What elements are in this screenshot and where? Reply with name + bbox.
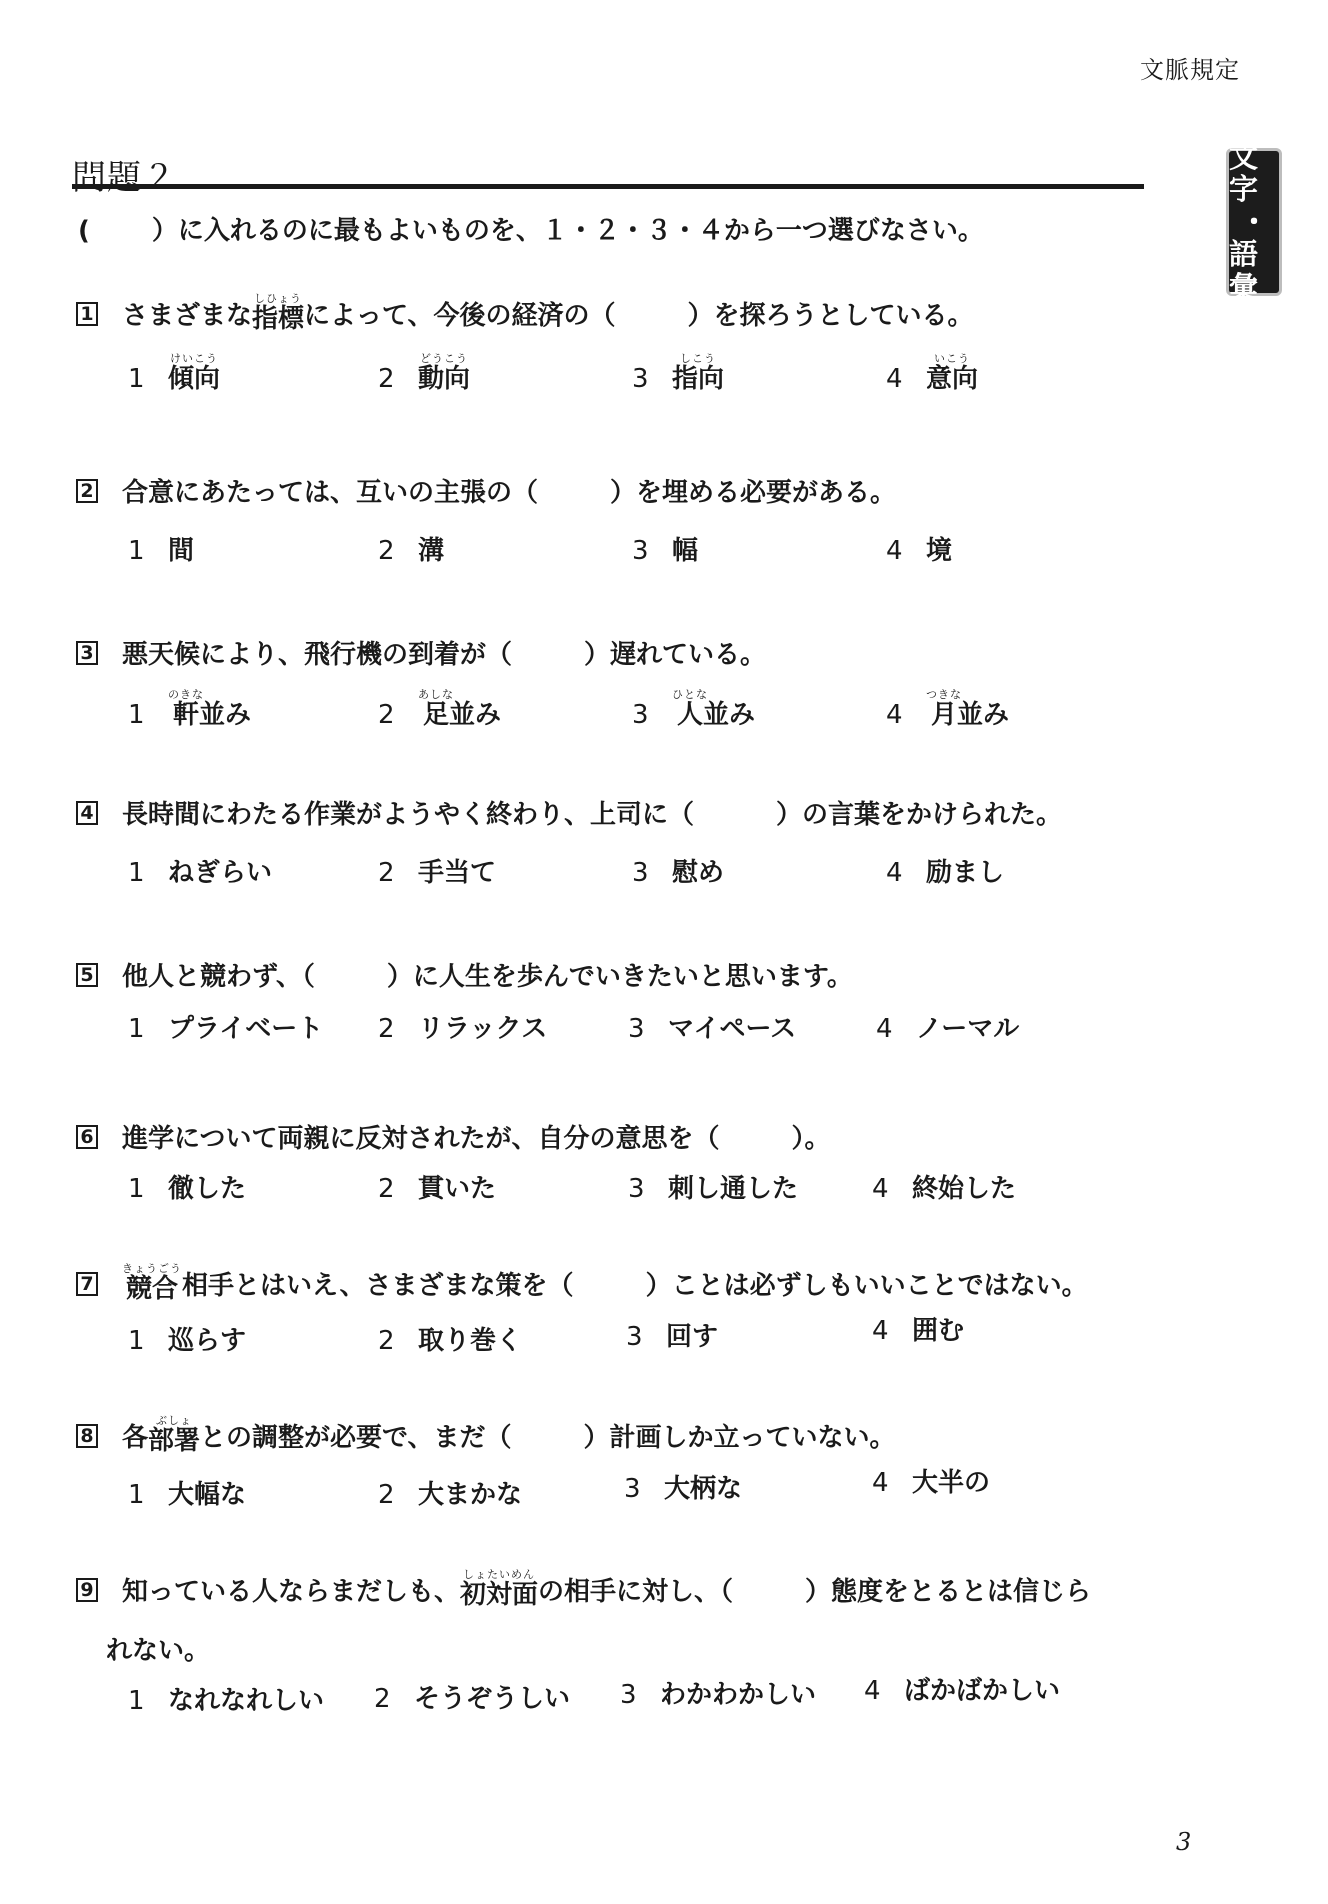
question-number: 6 xyxy=(76,1125,98,1149)
instruction-text: ）に入れるのに最もよいものを、１・２・３・４から一つ選びなさい。 xyxy=(151,216,984,246)
question-stem: 2 合意にあたっては、互いの主張の（ ）を埋める必要がある。 xyxy=(76,472,896,509)
problem-title: 問題２ xyxy=(72,158,177,198)
question-stem: 6 進学について両親に反対されたが、自分の意思を（ ）。 xyxy=(76,1118,831,1155)
title-underline xyxy=(72,184,1144,189)
option-3[interactable]: 3 幅 xyxy=(632,536,699,566)
option-3[interactable]: 3 マイペース xyxy=(628,1014,797,1044)
question-number: 5 xyxy=(76,963,98,987)
option-1[interactable]: 1 なれなれしい xyxy=(128,1686,325,1716)
side-tab-line-1: 文字 xyxy=(1229,139,1259,207)
option-4[interactable]: 4 囲む xyxy=(872,1316,965,1346)
side-tab-line-3: 語彙 xyxy=(1229,237,1259,304)
question-number: 2 xyxy=(76,479,98,503)
option-3[interactable]: 3 回す xyxy=(626,1322,719,1352)
option-1[interactable]: 1 巡らす xyxy=(128,1326,247,1356)
question-stem: 8 各 部署ぶしょ との調整が必要で、まだ（ ）計画しか立っていない。 xyxy=(76,1414,896,1457)
option-2[interactable]: 2 手当て xyxy=(378,858,497,888)
question-number: 1 xyxy=(76,302,98,326)
ruby-word: 部署ぶしょ xyxy=(148,1414,201,1456)
option-1[interactable]: 1 徹した xyxy=(128,1174,247,1204)
option-3[interactable]: 3 指向しこう xyxy=(632,352,725,394)
option-4[interactable]: 4 ばかばかしい xyxy=(864,1676,1061,1706)
question-continuation: れない。 xyxy=(106,1636,211,1666)
option-2[interactable]: 2 リラックス xyxy=(378,1014,548,1044)
option-2[interactable]: 2 そうぞうしい xyxy=(374,1684,571,1714)
option-1[interactable]: 1 大幅な xyxy=(128,1480,247,1510)
question-number: 8 xyxy=(76,1424,98,1448)
instruction xyxy=(78,210,984,247)
option-2[interactable]: 2 動向どうこう xyxy=(378,352,471,394)
option-3[interactable]: 3 わかわかしい xyxy=(620,1680,817,1710)
question-number: 4 xyxy=(76,801,98,825)
side-tab-line-2: ・ xyxy=(1239,204,1269,239)
question-number: 9 xyxy=(76,1578,98,1602)
option-2[interactable]: 2 溝 xyxy=(378,536,445,566)
option-4[interactable]: 4 境 xyxy=(886,536,953,566)
option-1[interactable]: 1 ねぎらい xyxy=(128,858,273,888)
page-number: 3 xyxy=(1176,1828,1192,1856)
side-tab xyxy=(1226,139,1282,304)
option-1[interactable]: 1 間 xyxy=(128,536,195,566)
option-2[interactable]: 2 大まかな xyxy=(378,1480,523,1510)
option-3[interactable]: 3 大柄な xyxy=(624,1474,743,1504)
option-4[interactable]: 4 ノーマル xyxy=(876,1014,1020,1044)
option-2[interactable]: 2 取り巻く xyxy=(378,1326,523,1356)
question-stem: 7 競合きょうごう 相手とはいえ、さまざまな策を（ ）ことは必ずしもいいことではない。 xyxy=(76,1262,1088,1305)
question-stem: 5 他人と競わず、（ ）に人生を歩んでいきたいと思います。 xyxy=(76,956,853,993)
option-4[interactable]: 4 大半の xyxy=(872,1468,991,1498)
option-4[interactable]: 4 月つきな並み xyxy=(886,688,1010,730)
option-2[interactable]: 2 足あしな並み xyxy=(378,688,502,730)
question-stem: 3 悪天候により、飛行機の到着が（ ）遅れている。 xyxy=(76,634,766,671)
option-3[interactable]: 3 人ひとな並み xyxy=(632,688,756,730)
question-stem: 9 知っている人ならまだしも、 初対面しょたいめん の相手に対し、（ ）態度をとるとは信じら xyxy=(76,1568,1091,1611)
option-4[interactable]: 4 終始した xyxy=(872,1174,1017,1204)
ruby-word: 指標しひょう xyxy=(252,292,305,334)
option-4[interactable]: 4 励まし xyxy=(886,858,1005,888)
question-stem: 1 さまざまな 指標しひょう によって、今後の経済の（ ）を探ろうとしている。 xyxy=(76,292,974,335)
option-1[interactable]: 1 傾向けいこう xyxy=(128,352,221,394)
option-3[interactable]: 3 刺し通した xyxy=(628,1174,799,1204)
section-label: 文脈規定 xyxy=(1140,56,1240,84)
ruby-word: 初対面しょたいめん xyxy=(460,1568,539,1610)
ruby-word: 競合きょうごう xyxy=(122,1262,182,1304)
option-2[interactable]: 2 貫いた xyxy=(378,1174,497,1204)
option-3[interactable]: 3 慰め xyxy=(632,858,725,888)
instruction-open: ( xyxy=(78,216,90,246)
option-4[interactable]: 4 意向いこう xyxy=(886,352,979,394)
question-number: 3 xyxy=(76,641,98,665)
question-stem: 4 長時間にわたる作業がようやく終わり、上司に（ ）の言葉をかけられた。 xyxy=(76,794,1062,831)
question-number: 7 xyxy=(76,1272,98,1296)
option-1[interactable]: 1 プライベート xyxy=(128,1014,324,1044)
option-1[interactable]: 1 軒のきな並み xyxy=(128,688,252,730)
